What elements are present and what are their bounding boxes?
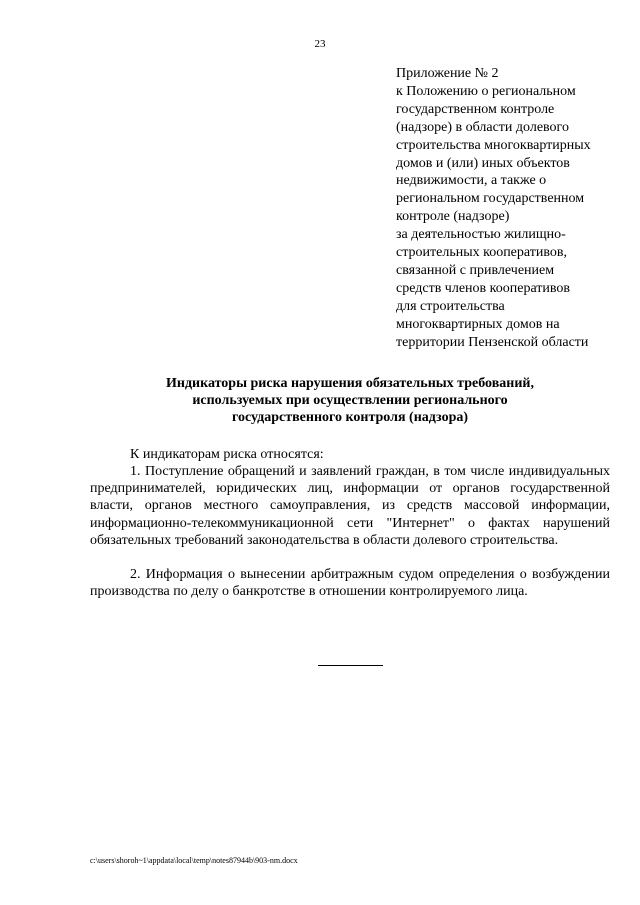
appendix-line: контроле (надзоре)	[396, 209, 510, 225]
appendix-line: недвижимости, а также о	[396, 173, 547, 189]
appendix-line: многоквартирных домов на	[396, 316, 560, 332]
title-line: Индикаторы риска нарушения обязательных требований,	[166, 376, 534, 391]
appendix-line: средств членов кооперативов	[396, 280, 571, 296]
appendix-line: домов и (или) иных объектов	[396, 155, 570, 171]
appendix-line: за деятельностью жилищно-	[396, 227, 566, 243]
appendix-line: (надзоре) в области долевого	[396, 119, 569, 135]
end-divider	[318, 665, 383, 666]
appendix-line: строительства многоквартирных	[396, 137, 591, 153]
risk-indicator-item-2: 2. Информация о вынесении арбитражным судом определения о возбуждении производства по делу о банкротстве в отношении контролируемого лица.	[90, 567, 610, 600]
appendix-line: территории Пензенской области	[396, 334, 589, 350]
appendix-line: к Положению о региональном	[396, 83, 576, 99]
title-line: государственного контроля (надзора)	[231, 410, 469, 425]
appendix-line: для строительства	[396, 298, 505, 314]
appendix-header	[396, 65, 626, 352]
title-line: используемых при осуществлении регионального	[192, 393, 508, 408]
appendix-line: региональном государственном	[396, 191, 585, 207]
appendix-line: Приложение № 2	[396, 66, 499, 81]
intro-paragraph: К индикаторам риска относятся:	[130, 447, 324, 462]
file-path-footer: c:\users\shoroh~1\appdata\local\temp\notes87944b\903-nm.docx	[90, 856, 298, 865]
document-title	[60, 375, 640, 426]
risk-indicator-item-1: 1. Поступление обращений и заявлений граждан, в том числе индивидуальных предпринимателей, юридических лиц, информации от органов государственной власти, органов местного самоуправления, из средств массовой информации, информационно-телекоммуникационной сети "Интернет" о фактах нарушений обязательных требований законодательства в области долевого строительства.	[90, 464, 610, 548]
appendix-line: государственном контроле	[396, 101, 555, 117]
appendix-line: строительных кооперативов,	[396, 245, 567, 261]
appendix-line: связанной с привлечением	[396, 262, 555, 278]
page-number: 23	[314, 38, 326, 50]
